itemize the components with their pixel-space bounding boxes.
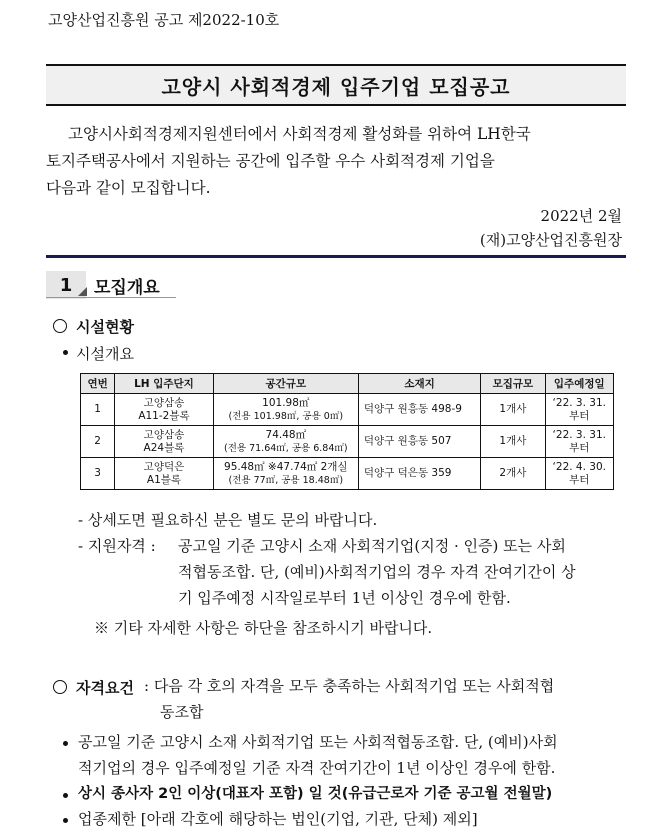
complex-name: 고양덕은: [143, 460, 185, 473]
column-header: 소재지: [358, 374, 480, 394]
complex-cell: [115, 426, 214, 458]
eligibility-text: [178, 533, 622, 611]
column-header: LH 입주단지: [115, 374, 214, 394]
area-detail: (전용 101.98㎡, 공용 0㎡): [228, 410, 344, 422]
qualification-line: : 다음 각 호의 자격을 모두 충족하는 사회적기업 또는 사회적협: [144, 677, 555, 695]
move-in-cell: [545, 394, 613, 426]
complex-cell: [115, 394, 214, 426]
facility-subheading: 시설개요: [76, 345, 134, 363]
facility-heading: 시설현황: [76, 318, 134, 336]
bullet-dot-icon: [63, 741, 68, 746]
count-cell: 2개사: [481, 458, 545, 490]
complex-block: A11-2블록: [138, 409, 190, 422]
move-in-suffix: 부터: [569, 441, 590, 454]
section-number: 1: [46, 271, 86, 299]
reference-note: ※ 기타 자세한 사항은 하단을 참조하시기 바랍니다.: [94, 619, 433, 637]
area-total: 74.48㎡: [265, 428, 307, 441]
qualification-bullet: 업종제한 [아래 각호에 해당하는 법인(기업, 기관, 단체) 제외]: [78, 810, 478, 828]
count-cell: 1개사: [481, 426, 545, 458]
move-in-suffix: 부터: [569, 473, 590, 486]
qualification-label: 자격요건: [76, 679, 134, 697]
qualification-line: 동조합: [160, 703, 204, 721]
section-triangle-icon: [78, 287, 87, 296]
complex-block: A24블록: [143, 441, 185, 454]
section-title: 모집개요: [94, 278, 160, 298]
bullet-dot-icon: [63, 818, 68, 823]
column-header: 모집규모: [481, 374, 545, 394]
complex-name: 고양삼송: [143, 428, 185, 441]
row-number: 3: [81, 458, 115, 490]
circle-bullet-icon: [53, 680, 67, 694]
title-box: [46, 64, 626, 106]
qualification-text: [144, 673, 628, 725]
eligibility-line: 적협동조합. 단, (예비)사회적기업의 경우 자격 잔여기간이 상: [178, 563, 576, 581]
facility-table: [80, 373, 614, 490]
circle-bullet-icon: [53, 319, 67, 333]
notice-number: 고양산업진흥원 공고 제2022-10호: [48, 11, 280, 29]
location-cell: 덕양구 원흥동 498-9: [358, 394, 480, 426]
column-header: 연번: [81, 374, 115, 394]
table-row: [81, 458, 614, 490]
location-cell: 덕양구 덕은동 359: [358, 458, 480, 490]
issuer: (재)고양산업진흥원장: [479, 231, 622, 249]
bullet-dot-icon: [63, 793, 68, 798]
table-row: [81, 394, 614, 426]
area-total: 101.98㎡: [262, 396, 310, 409]
intro-line: 토지주택공사에서 지원하는 공간에 입주할 우수 사회적경제 기업을: [46, 152, 495, 170]
area-cell: [213, 394, 358, 426]
bullet-dot-icon: [63, 350, 68, 355]
area-cell: [213, 426, 358, 458]
count-cell: 1개사: [481, 394, 545, 426]
intro-line: 다음과 같이 모집합니다.: [46, 179, 211, 197]
column-header: 입주예정일: [545, 374, 613, 394]
intro-paragraph: [46, 121, 626, 202]
area-cell: [213, 458, 358, 490]
eligibility-line: 공고일 기준 고양시 소재 사회적기업(지정 · 인증) 또는 사회: [178, 537, 566, 555]
qualification-bullet: [78, 729, 626, 781]
notice-date: 2022년 2월: [540, 207, 622, 225]
complex-name: 고양삼송: [143, 396, 185, 409]
move-in-date: ‘22. 4. 30.: [552, 460, 606, 473]
move-in-cell: [545, 458, 613, 490]
area-total: 95.48㎡ ※47.74㎡ 2개실: [224, 460, 348, 473]
complex-block: A1블록: [146, 473, 182, 486]
table-header-row: [81, 374, 614, 394]
move-in-suffix: 부터: [569, 409, 590, 422]
area-detail: (전용 77㎡, 공용 18.48㎡): [228, 474, 344, 486]
bullet-line: 적기업의 경우 입주예정일 기준 자격 잔여기간이 1년 이상인 경우에 한함.: [78, 759, 556, 777]
move-in-cell: [545, 426, 613, 458]
bullet-line: 공고일 기준 고양시 소재 사회적기업 또는 사회적협동조합. 단, (예비)사회: [78, 733, 558, 751]
qualification-bullet: 상시 종사자 2인 이상(대표자 포함) 일 것(유급근로자 기준 공고월 전월말): [78, 786, 553, 802]
section-divider: [46, 255, 626, 258]
eligibility-line: 기 입주예정 시작일로부터 1년 이상인 경우에 한함.: [178, 589, 511, 607]
row-number: 1: [81, 394, 115, 426]
area-detail: (전용 71.64㎡, 공용 6.84㎡): [224, 442, 348, 454]
move-in-date: ‘22. 3. 31.: [552, 396, 606, 409]
complex-cell: [115, 458, 214, 490]
column-header: 공간규모: [213, 374, 358, 394]
location-cell: 덕양구 원흥동 507: [358, 426, 480, 458]
move-in-date: ‘22. 3. 31.: [552, 428, 606, 441]
table-row: [81, 426, 614, 458]
eligibility-label: - 지원자격 :: [78, 537, 156, 555]
detail-drawing-note: - 상세도면 필요하신 분은 별도 문의 바랍니다.: [78, 511, 378, 529]
intro-line: 고양시사회적경제지원센터에서 사회적경제 활성화를 위하여 LH한국: [68, 125, 531, 143]
page-title: 고양시 사회적경제 입주기업 모집공고: [161, 74, 511, 99]
row-number: 2: [81, 426, 115, 458]
